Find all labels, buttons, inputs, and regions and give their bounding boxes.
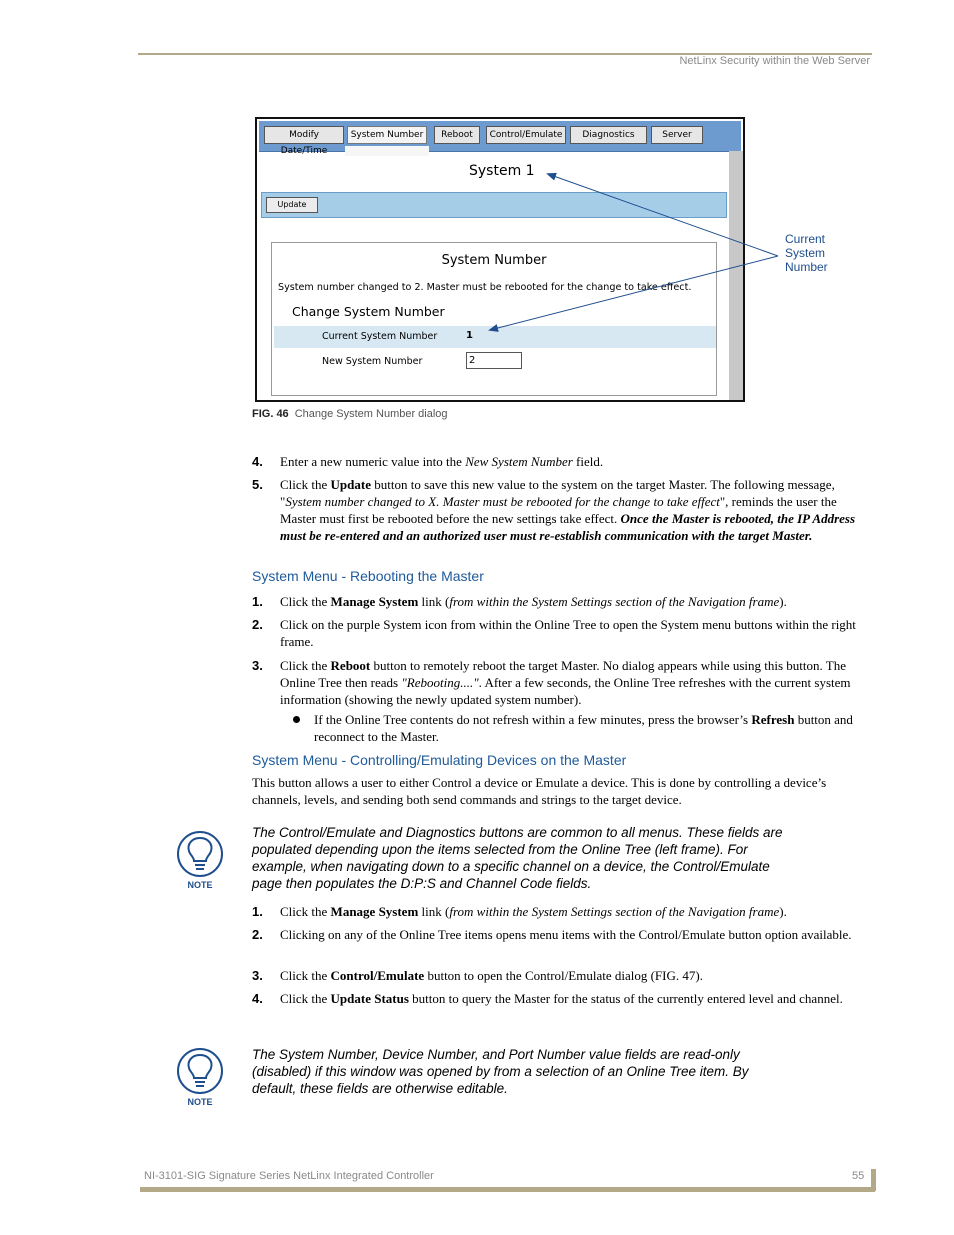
step-number: 4. [252, 991, 263, 1006]
arrow-to-title [548, 174, 778, 256]
step-b3 [252, 657, 868, 708]
callout-line-3: Number [785, 260, 828, 274]
note-label: NOTE [187, 880, 213, 890]
bullet-dot [293, 716, 300, 723]
paragraph: This button allows a user to either Control a device or Emulate a device. This is done by controlling a device’s channels, levels, and sending both send commands and strings to the target device. [252, 775, 827, 807]
tab-system-number[interactable]: System Number [347, 126, 427, 144]
footer-rule [140, 1187, 875, 1192]
page-number: 55 [852, 1170, 865, 1182]
new-system-number-input[interactable]: 2 [466, 352, 522, 369]
text: Click the [280, 904, 331, 919]
step-4 [252, 453, 868, 470]
field-name: New System Number [465, 454, 573, 469]
lightbulb-icon [176, 1047, 224, 1097]
step-number: 2. [252, 617, 263, 632]
text: Click the [280, 991, 331, 1006]
text: Click on the purple System icon from within the Online Tree to open the System menu buttons within the right frame. [280, 617, 856, 649]
bold-term: Control/Emulate [330, 968, 425, 983]
text: ). [779, 904, 787, 919]
step-number: 1. [252, 904, 263, 919]
quoted-message: System number changed to X. Master must be rebooted for the change to take effect [285, 494, 720, 509]
text: link ( [418, 904, 450, 919]
italic-text: from within the System Settings section of the Navigation frame [449, 904, 780, 919]
note-2-text: The System Number, Device Number, and Port Number value fields are read-only (disabled) if this window was opened by from a selection of an Online Tree item. By default, these fields are otherwise editable. [252, 1047, 749, 1096]
update-button[interactable]: Update [266, 197, 318, 213]
text: button to open the Control/Emulate dialog (FIG. 47). [424, 968, 703, 983]
footer-title: NI-3101-SIG Signature Series NetLinx Integrated Controller [144, 1170, 434, 1182]
step-number: 2. [252, 927, 263, 942]
note-label: NOTE [187, 1097, 213, 1107]
header-title: NetLinx Security within the Web Server [679, 55, 870, 67]
step-c3 [252, 967, 868, 984]
step-c2 [252, 926, 868, 943]
warning-text: Once the Master is rebooted, the IP Address must be re-entered and an authorized user must re-establish communication with the target Master. [280, 511, 856, 543]
text: ", reminds the user the Master must first be rebooted before the new settings take effect. [280, 494, 837, 526]
text: Click the [280, 594, 331, 609]
text: Click the [280, 968, 331, 983]
callout-line-2: System [785, 246, 826, 260]
text: If the Online Tree contents do not refresh within a few minutes, press the browser’s [314, 712, 752, 727]
bold-term: Update Status [330, 991, 409, 1006]
step-c4 [252, 990, 868, 1007]
step-b2 [252, 616, 868, 650]
tab-server[interactable]: Server [651, 126, 703, 144]
lightbulb-icon [176, 830, 224, 880]
text: button to query the Master for the status of the currently entered level and channel. [408, 991, 843, 1006]
step-number: 3. [252, 968, 263, 983]
new-label: New System Number [322, 356, 423, 367]
status-message: System number changed to 2. Master must be rebooted for the change to take effect. [278, 282, 692, 293]
tab-bar [259, 121, 741, 156]
panel-title: System Number [441, 253, 547, 268]
figure-label: FIG. 46 [252, 408, 289, 420]
note-1-text: The Control/Emulate and Diagnostics buttons are common to all menus. These fields are populated depending upon the items selected from the Online Tree (left frame). For example, when navigating down to a specific channel on a device, the Control/Emulate page then populates the D:P:S and Channel Code fields. [252, 825, 783, 891]
step-b1 [252, 593, 868, 610]
bold-term: Update [330, 477, 371, 492]
text: Clicking on any of the Online Tree items opens menu items with the Control/Emulate button option available. [280, 927, 852, 942]
bullet-refresh [293, 711, 868, 745]
tab-control-emulate[interactable]: Control/Emulate [486, 126, 566, 144]
change-heading: Change System Number [292, 304, 445, 319]
system-title: System 1 [469, 163, 535, 179]
italic-text: "Rebooting...." [401, 675, 479, 690]
text: link ( [418, 594, 450, 609]
text: field. [572, 454, 604, 469]
italic-text: from within the System Settings section of the Navigation frame [449, 594, 780, 609]
bold-term: Manage System [330, 904, 419, 919]
note-icon-2 [176, 1047, 224, 1111]
arrow-to-current-value [490, 256, 778, 330]
text: Click the [280, 477, 331, 492]
text: Enter a new numeric value into the [280, 454, 466, 469]
section-rebooting: System Menu - Rebooting the Master [252, 568, 484, 584]
step-number: 4. [252, 454, 263, 469]
note-icon [176, 830, 224, 894]
step-5 [252, 476, 868, 544]
section-controlling: System Menu - Controlling/Emulating Devices on the Master [252, 752, 627, 768]
step-c1 [252, 903, 868, 920]
bold-term: Refresh [751, 712, 795, 727]
bold-term: Reboot [330, 658, 371, 673]
tab-diagnostics[interactable]: Diagnostics [570, 126, 647, 144]
figure-caption-text: Change System Number dialog [294, 408, 448, 420]
text: button to save this new value to the system on the target Master. The following message, " [280, 477, 835, 509]
step-number: 3. [252, 658, 263, 673]
step-number: 5. [252, 477, 263, 492]
text: . After a few seconds, the Online Tree refreshes with the current system information (showing the newly updated system number). [280, 675, 851, 707]
figure-caption [252, 408, 448, 420]
footer-rule-vertical [871, 1169, 876, 1191]
callout-label [785, 232, 828, 274]
step-number: 1. [252, 594, 263, 609]
text: button to remotely reboot the target Master. No dialog appears while using this button. The Online Tree then reads [280, 658, 847, 690]
text: Click the [280, 658, 331, 673]
callout-arrows [480, 160, 790, 340]
bold-term: Manage System [330, 594, 419, 609]
current-label: Current System Number [322, 331, 438, 342]
tab-reboot[interactable]: Reboot [434, 126, 480, 144]
tab-modify-date-time[interactable]: Modify Date/Time [264, 126, 344, 144]
text: ). [779, 594, 787, 609]
current-value: 1 [466, 330, 473, 341]
text: button and reconnect to the Master. [314, 712, 853, 744]
callout-line-1: Current [785, 232, 826, 246]
